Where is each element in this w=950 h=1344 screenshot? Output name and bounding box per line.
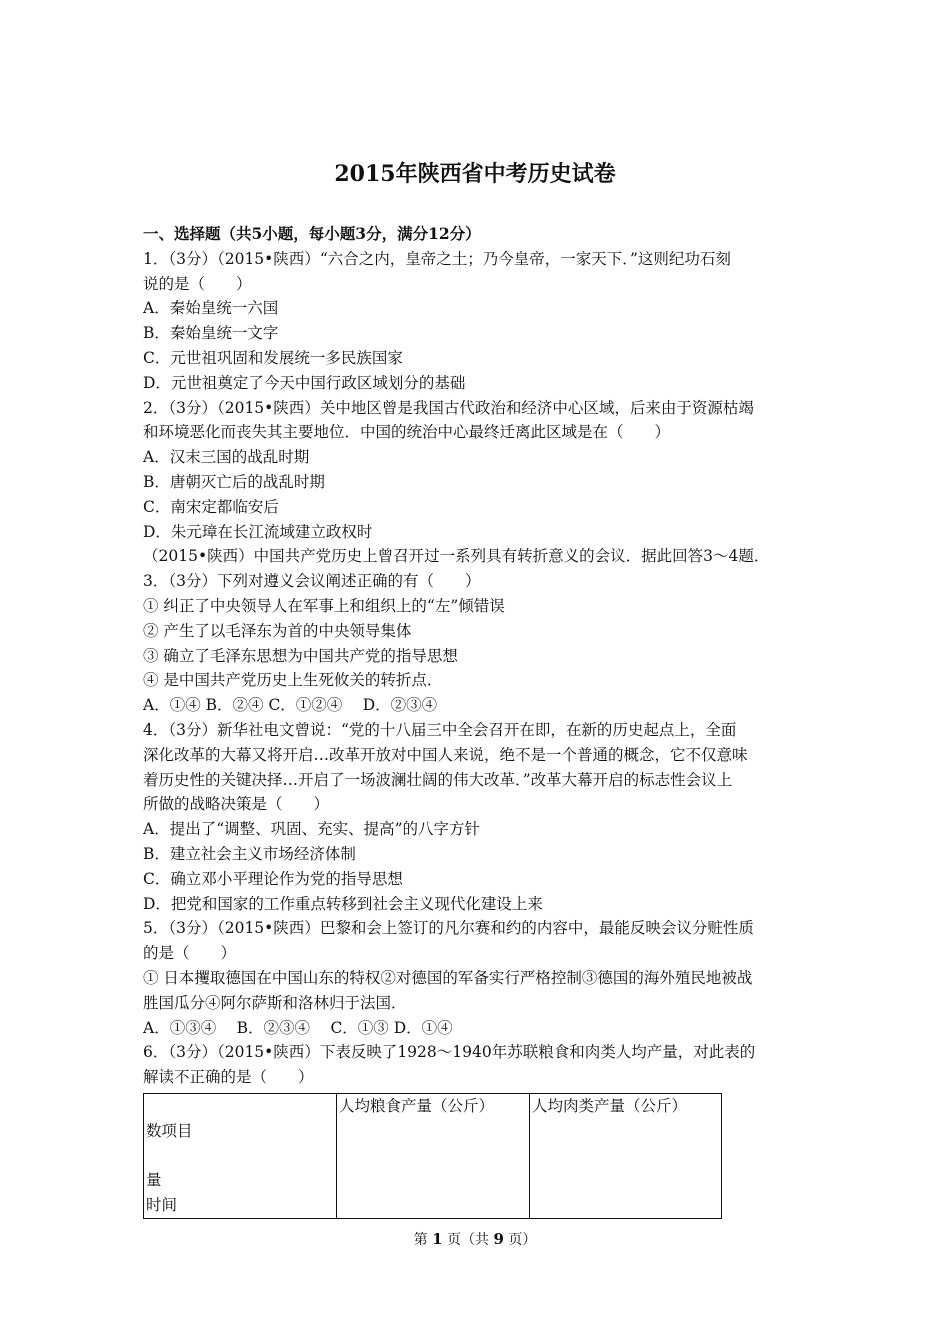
text-line: C．确立邓小平理论作为党的指导思想: [143, 869, 403, 888]
text-line: A．①④ B．②④ C．①②④ D．②③④: [143, 696, 438, 715]
text-line: 深化改革的大幕又将开启…改革开放对中国人来说，绝不是一个普通的概念，它不仅意味: [143, 745, 748, 764]
text-line: 3．（3分）下列对遵义会议阐述正确的有（ ）: [143, 572, 481, 591]
text-line: ④ 是中国共产党历史上生死攸关的转折点．: [143, 671, 443, 690]
footer-suffix: 页）: [508, 1232, 537, 1248]
footer-current-page: 1: [432, 1230, 443, 1248]
text-line: 和环境恶化而丧失其主要地位．中国的统治中心最终迁离此区域是在（ ）: [143, 423, 671, 442]
text-line: A．汉末三国的战乱时期: [143, 448, 310, 467]
footer-middle: 页（共: [447, 1232, 489, 1248]
text-line: C．元世祖巩固和发展统一多民族国家: [143, 348, 403, 367]
text-line: 胜国瓜分④阿尔萨斯和洛林归于法国．: [143, 993, 407, 1012]
question-lines: [143, 247, 813, 1090]
text-line: ① 日本攫取德国在中国山东的特权②对德国的军备实行严格控制③德国的海外殖民地被战: [143, 968, 753, 987]
text-line: 5．（3分）（2015•陕西）巴黎和会上签订的凡尔赛和约的内容中，最能反映会议分赃性质: [143, 919, 754, 938]
text-line: C．南宋定都临安后: [143, 497, 279, 516]
text-line: 1．（3分）（2015•陕西）“六合之内，皇帝之土；乃今皇帝，一家天下．”这则纪功石刻: [143, 249, 731, 268]
exam-content: [143, 222, 813, 1219]
text-line: （2015•陕西）中国共产党历史上曾召开过一系列具有转折意义的会议．据此回答3～4题．: [143, 547, 770, 566]
text-line: A．秦始皇统一六国: [143, 299, 279, 318]
text-line: 说的是（ ）: [143, 274, 252, 293]
footer-total-pages: 9: [493, 1230, 504, 1248]
table-header-meat: 人均肉类产量（公斤）: [530, 1093, 722, 1218]
text-line: D．元世祖奠定了今天中国行政区域划分的基础: [143, 373, 466, 392]
text-line: ③ 确立了毛泽东思想为中国共产党的指导思想: [143, 646, 458, 665]
text-line: 2．（3分）（2015•陕西）关中地区曾是我国古代政治和经济中心区域，后来由于资源枯竭: [143, 398, 754, 417]
text-line: A．①③④ B．②③④ C．①③ D．①④: [143, 1018, 453, 1037]
text-line: 着历史性的关键决择…开启了一场波澜壮阔的伟大改革．”改革大幕开启的标志性会议上: [143, 770, 733, 789]
data-table: [143, 1093, 722, 1219]
text-line: D．朱元璋在长江流域建立政权时: [143, 522, 373, 541]
text-line: 4．（3分）新华社电文曾说：“党的十八届三中全会召开在即，在新的历史起点上，全面: [143, 720, 737, 739]
text-line: 的是（ ）: [143, 944, 237, 963]
corner-line: [146, 1143, 334, 1168]
text-line: 解读不正确的是（ ）: [143, 1068, 314, 1087]
text-line: ② 产生了以毛泽东为首的中央领导集体: [143, 621, 412, 640]
text-line: B．建立社会主义市场经济体制: [143, 844, 356, 863]
page-footer: [0, 1228, 950, 1251]
text-line: ① 纠正了中央领导人在军事上和组织上的“左”倾错误: [143, 596, 505, 615]
footer-prefix: 第: [413, 1232, 428, 1248]
text-line: B．唐朝灭亡后的战乱时期: [143, 472, 325, 491]
corner-line: 数项目: [146, 1121, 193, 1140]
text-line: 所做的战略决策是（ ）: [143, 795, 330, 814]
text-line: 6．（3分）（2015•陕西）下表反映了1928～1940年苏联粮食和肉类人均产量，对此表的: [143, 1043, 756, 1062]
table-header-grain: 人均粮食产量（公斤）: [337, 1093, 530, 1218]
text-line: B．秦始皇统一文字: [143, 324, 279, 343]
page-title: 2015年陕西省中考历史试卷: [334, 161, 616, 187]
section-heading: 一、选择题（共5小题，每小题3分，满分12分）: [143, 224, 481, 243]
corner-line: 时间: [146, 1196, 178, 1215]
text-line: A．提出了“调整、巩固、充实、提高”的八字方针: [143, 820, 481, 839]
corner-line: [146, 1094, 334, 1119]
text-line: D．把党和国家的工作重点转移到社会主义现代化建设上来: [143, 894, 543, 913]
table-corner-cell: [144, 1093, 337, 1218]
corner-line: 量: [146, 1171, 162, 1190]
